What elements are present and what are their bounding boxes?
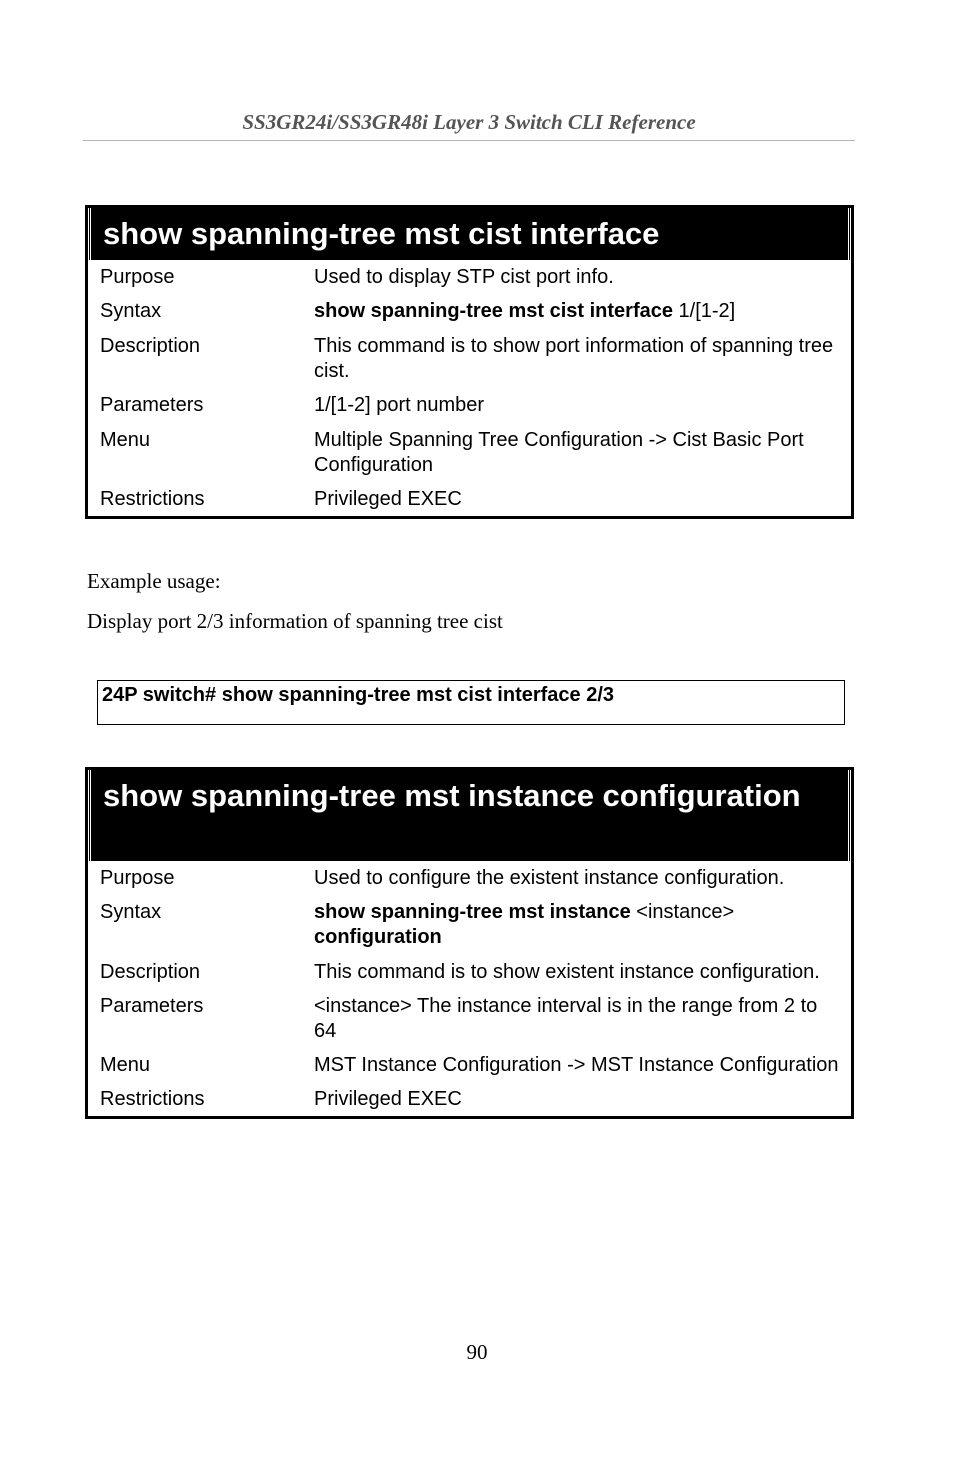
row-value: [314, 900, 851, 950]
row-label: Syntax: [100, 901, 162, 923]
row-label: Description: [100, 961, 201, 983]
syntax-command: show spanning-tree mst cist interface: [314, 300, 673, 322]
row-syntax: [88, 900, 851, 950]
row-purpose: [88, 866, 851, 891]
command-table: [88, 866, 851, 1116]
row-value: <instance> The instance interval is in the range from 2 to 64: [314, 995, 818, 1042]
row-label: Restrictions: [100, 488, 205, 510]
row-parameters: [88, 393, 851, 418]
row-value: Privileged EXEC: [314, 488, 462, 510]
row-label: Menu: [100, 1054, 151, 1076]
row-restrictions: [88, 487, 851, 512]
row-value: 1/[1-2] port number: [314, 394, 485, 416]
row-purpose: [88, 265, 851, 290]
row-parameters: [88, 994, 851, 1044]
row-value: Privileged EXEC: [314, 1088, 462, 1110]
syntax-args: <instance>: [630, 901, 735, 923]
row-value: MST Instance Configuration -> MST Instance Configuration: [314, 1054, 839, 1076]
example-command: 24P switch# show spanning-tree mst cist interface 2/3: [102, 684, 615, 706]
example-label: Example usage:: [87, 569, 221, 593]
row-label: Menu: [100, 429, 151, 451]
row-label: Parameters: [100, 394, 204, 416]
row-value: [314, 299, 851, 324]
row-label: Parameters: [100, 995, 204, 1017]
row-menu: [88, 428, 851, 478]
header-rule: [83, 140, 855, 141]
row-description: [88, 960, 851, 985]
row-value: This command is to show port information of spanning tree cist.: [314, 335, 834, 382]
row-label: Purpose: [100, 266, 175, 288]
row-label: Restrictions: [100, 1088, 205, 1110]
command-box-cist-interface: [85, 205, 854, 519]
row-value: Used to display STP cist port info.: [314, 266, 614, 288]
syntax-command: show spanning-tree mst instance: [314, 901, 631, 923]
row-label: Description: [100, 335, 201, 357]
command-table: [88, 265, 851, 516]
syntax-args: 1/[1-2]: [672, 300, 736, 322]
row-value: This command is to show existent instance configuration.: [314, 961, 820, 983]
example-description: Display port 2/3 information of spanning tree cist: [87, 609, 503, 633]
running-header: SS3GR24i/SS3GR48i Layer 3 Switch CLI Reference: [242, 110, 696, 134]
row-value: Used to configure the existent instance configuration.: [314, 867, 785, 889]
example-command-box: [97, 680, 845, 725]
row-menu: [88, 1053, 851, 1078]
row-syntax: [88, 299, 851, 324]
row-label: Purpose: [100, 867, 175, 889]
row-restrictions: [88, 1087, 851, 1112]
command-title: show spanning-tree mst cist interface: [88, 208, 851, 260]
command-box-instance-configuration: [85, 767, 854, 1119]
row-label: Syntax: [100, 300, 162, 322]
row-value: Multiple Spanning Tree Configuration -> Cist Basic Port Configuration: [314, 429, 804, 476]
row-description: [88, 334, 851, 384]
syntax-keyword: configuration: [314, 926, 442, 948]
command-title: show spanning-tree mst instance configuration: [88, 770, 851, 861]
page-number: 90: [466, 1340, 488, 1364]
